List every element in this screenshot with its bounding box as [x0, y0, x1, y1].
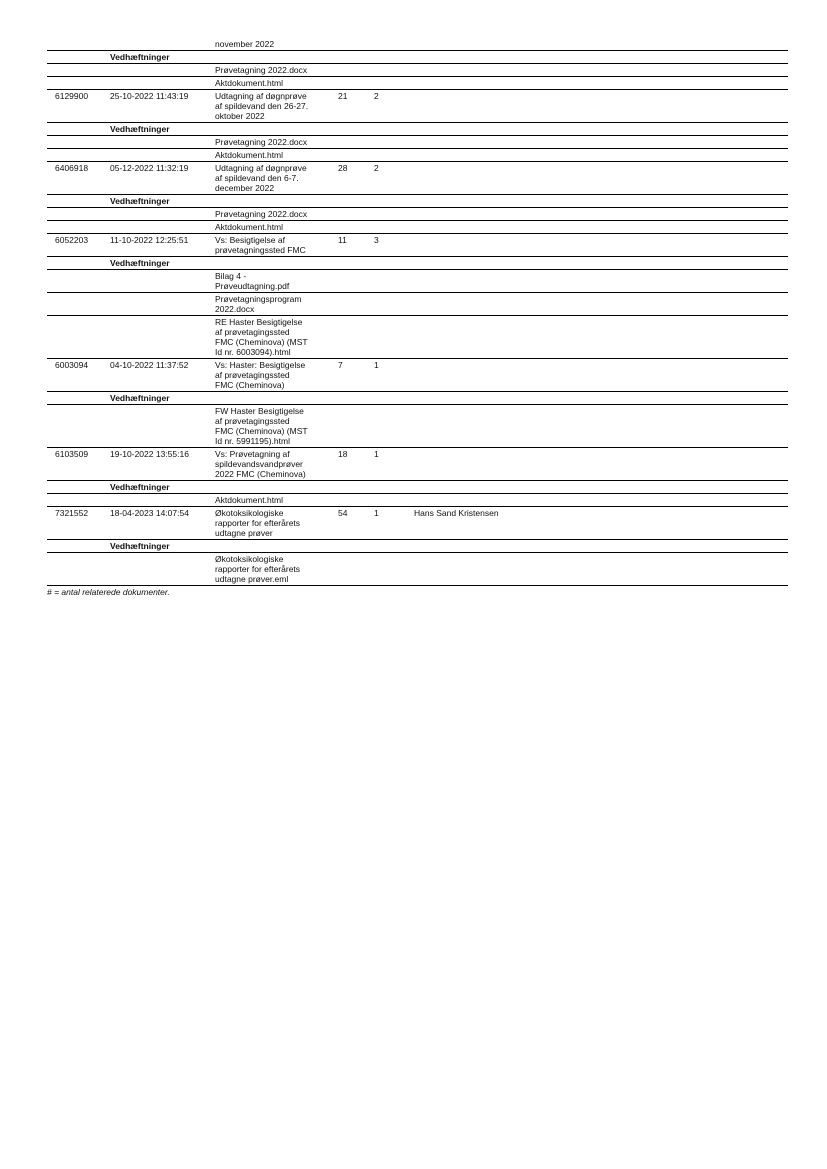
attachment-file[interactable]: Økotoksikologiske rapporter for efterårets udtagne prøver.eml	[215, 554, 301, 584]
person	[412, 234, 788, 256]
document-id: 6406918	[55, 163, 89, 173]
attachment-header-row	[47, 392, 788, 405]
related-count: 1	[374, 449, 379, 459]
attachment-row	[47, 149, 788, 162]
attachment-file[interactable]: Prøvetagning 2022.docx	[215, 209, 308, 219]
attachment-header-row	[47, 195, 788, 208]
continuation-text: november 2022	[215, 39, 275, 49]
document-id: 6103509	[55, 449, 89, 459]
document-date: 11-10-2022 12:25:51	[110, 235, 189, 245]
attachment-row	[47, 136, 788, 149]
footnote: # = antal relaterede dokumenter.	[47, 587, 170, 597]
attachment-row	[47, 270, 788, 293]
table-row	[47, 448, 788, 481]
attachment-row	[47, 494, 788, 507]
person	[412, 359, 788, 391]
table-row	[47, 234, 788, 257]
attachment-file[interactable]: Prøvetagningsprogram 2022.docx	[215, 294, 302, 314]
document-date: 19-10-2022 13:55:16	[110, 449, 189, 459]
continuation-row	[47, 38, 788, 51]
document-title[interactable]: Vs: Haster: Besigtigelse af prøvetagingssted FMC (Cheminova)	[215, 360, 306, 390]
document-id: 6129900	[55, 91, 89, 101]
attachment-row	[47, 64, 788, 77]
attachment-header-row	[47, 540, 788, 553]
person: Hans Sand Kristensen	[414, 508, 499, 518]
person	[412, 162, 788, 194]
attachment-file[interactable]: Prøvetagning 2022.docx	[215, 137, 308, 147]
table-row	[47, 162, 788, 195]
attachment-header-row	[47, 257, 788, 270]
attachment-file[interactable]: Bilag 4 - Prøveudtagning.pdf	[215, 271, 290, 291]
attachment-file[interactable]: Aktdokument.html	[215, 78, 284, 88]
attachment-file[interactable]: Aktdokument.html	[215, 222, 284, 232]
attachment-label: Vedhæftninger	[110, 393, 170, 403]
document-title[interactable]: Udtagning af døgnprøve af spildevand den 26-27. oktober 2022	[215, 91, 309, 121]
attachment-header-row	[47, 51, 788, 64]
attachment-file[interactable]: Aktdokument.html	[215, 495, 284, 505]
table-row	[47, 507, 788, 540]
attachment-label: Vedhæftninger	[110, 124, 170, 134]
related-count: 3	[374, 235, 379, 245]
attachment-row	[47, 316, 788, 359]
document-count: 54	[338, 508, 348, 518]
attachment-label: Vedhæftninger	[110, 196, 170, 206]
document-id: 6052203	[55, 235, 89, 245]
attachment-row	[47, 221, 788, 234]
related-count: 1	[374, 360, 379, 370]
document-title[interactable]: Vs: Besigtigelse af prøvetagningssted FMC	[215, 235, 306, 255]
table-row	[47, 359, 788, 392]
document-title[interactable]: Udtagning af døgnprøve af spildevand den 6-7. december 2022	[215, 163, 307, 193]
document-page	[47, 38, 788, 597]
document-date: 18-04-2023 14:07:54	[110, 508, 189, 518]
attachment-file[interactable]: Aktdokument.html	[215, 150, 284, 160]
attachment-file[interactable]: Prøvetagning 2022.docx	[215, 65, 308, 75]
document-date: 25-10-2022 11:43:19	[110, 91, 189, 101]
person	[412, 90, 788, 122]
attachment-label: Vedhæftninger	[110, 52, 170, 62]
document-count: 18	[338, 449, 348, 459]
related-count: 1	[374, 508, 379, 518]
attachment-label: Vedhæftninger	[110, 541, 170, 551]
table-row	[47, 90, 788, 123]
attachment-header-row	[47, 123, 788, 136]
attachment-header-row	[47, 481, 788, 494]
document-count: 21	[338, 91, 348, 101]
document-count: 7	[338, 360, 343, 370]
attachment-row	[47, 208, 788, 221]
attachment-label: Vedhæftninger	[110, 482, 170, 492]
document-count: 28	[338, 163, 348, 173]
attachment-row	[47, 293, 788, 316]
person	[412, 448, 788, 480]
document-count: 11	[338, 235, 347, 245]
attachment-label: Vedhæftninger	[110, 258, 170, 268]
document-title[interactable]: Økotoksikologiske rapporter for efterårets udtagne prøver	[215, 508, 301, 538]
related-count: 2	[374, 91, 379, 101]
attachment-row	[47, 405, 788, 448]
attachment-file[interactable]: RE Haster Besigtigelse af prøvetagingssted FMC (Cheminova) (MST Id nr. 6003094).html	[215, 317, 308, 357]
document-date: 05-12-2022 11:32:19	[110, 163, 189, 173]
related-count: 2	[374, 163, 379, 173]
document-title[interactable]: Vs: Prøvetagning af spildevandsvandprøver 2022 FMC (Cheminova)	[215, 449, 306, 479]
attachment-file[interactable]: FW Haster Besigtigelse af prøvetagingssted FMC (Cheminova) (MST Id nr. 5991195).html	[215, 406, 308, 446]
document-id: 6003094	[55, 360, 89, 370]
document-id: 7321552	[55, 508, 89, 518]
attachment-row	[47, 553, 788, 586]
document-date: 04-10-2022 11:37:52	[110, 360, 189, 370]
attachment-row	[47, 77, 788, 90]
